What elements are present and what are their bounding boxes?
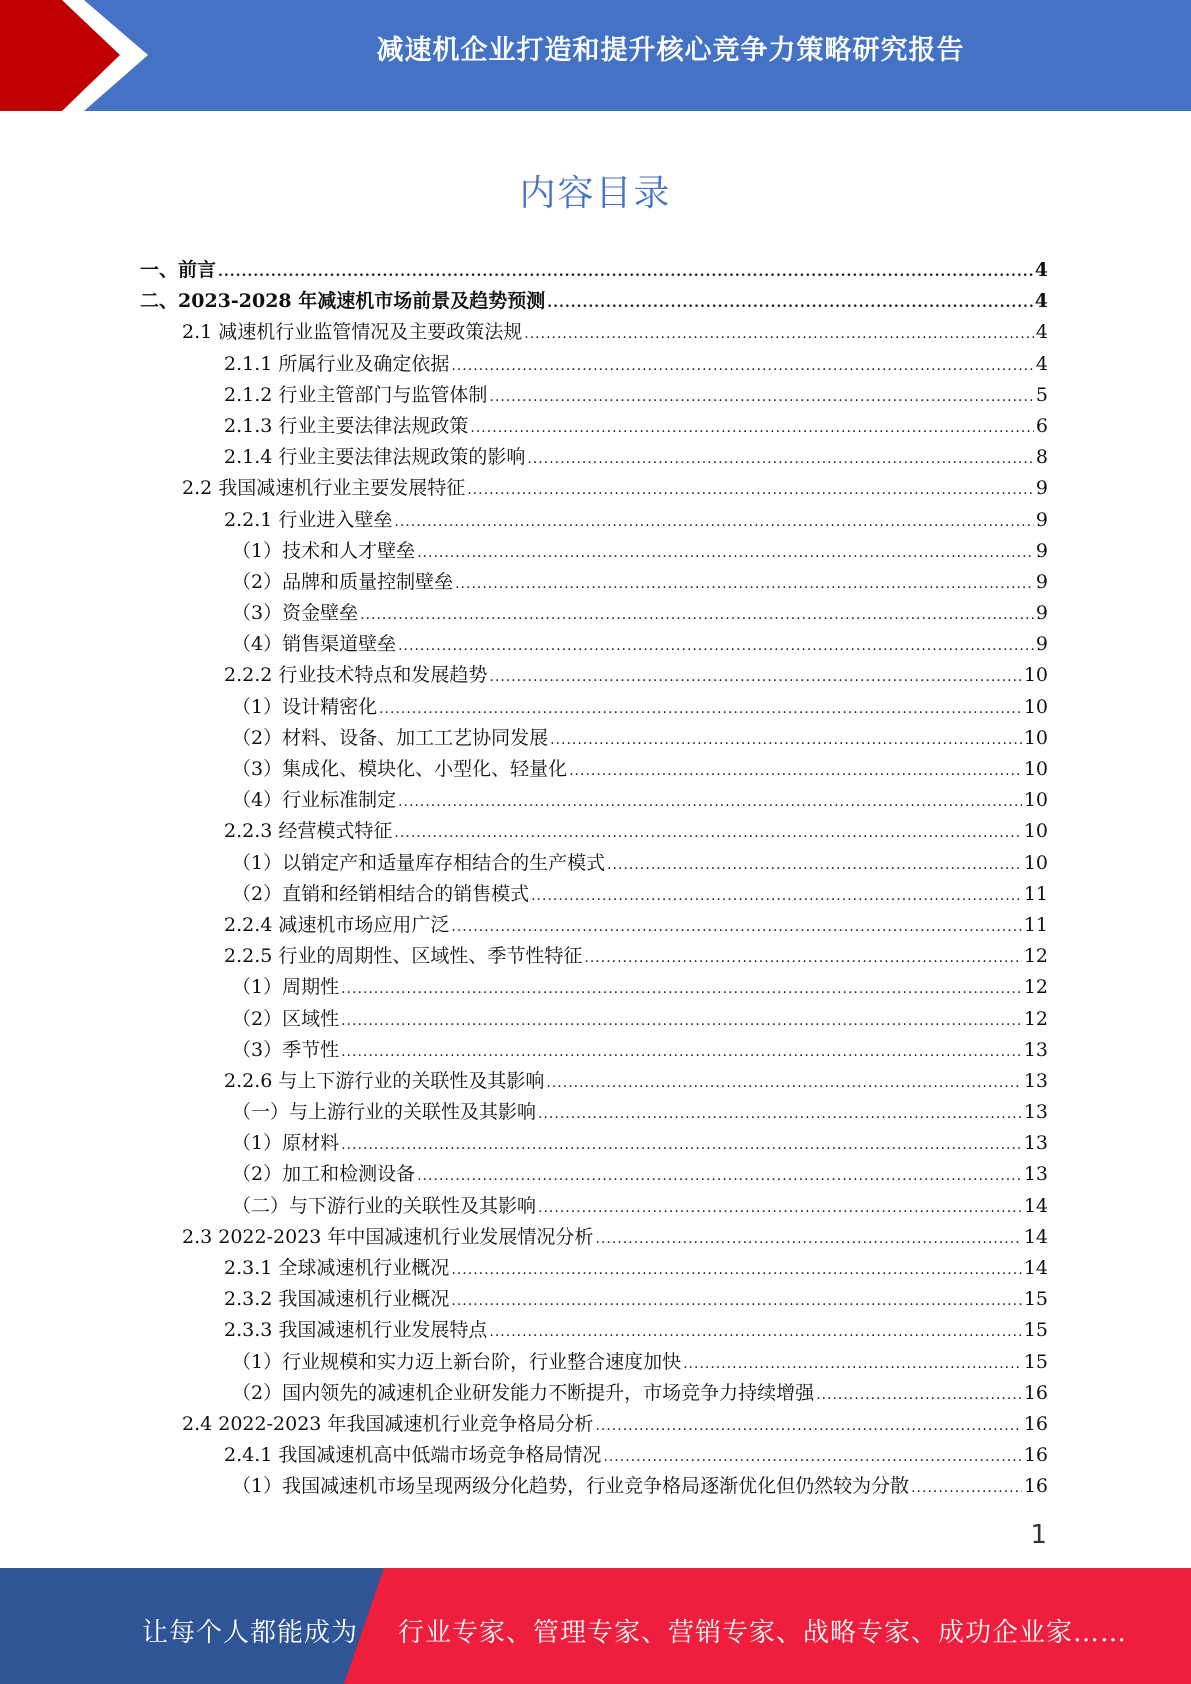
toc-entry[interactable] [140, 692, 1048, 723]
toc-dot-leader [451, 1255, 1021, 1286]
toc-entry[interactable] [140, 1004, 1048, 1035]
toc-dot-leader [341, 1130, 1022, 1161]
toc-entry-page: 10 [1023, 851, 1048, 874]
toc-entry[interactable] [140, 1253, 1048, 1284]
toc-entry-title: 2.2.4 减速机市场应用广泛 [224, 913, 450, 936]
toc-dot-leader [394, 507, 1034, 538]
toc-entry-page: 11 [1023, 913, 1048, 936]
toc-heading: 内容目录 [519, 173, 672, 214]
toc-entry-title: （一）与上游行业的关联性及其影响 [232, 1101, 537, 1124]
toc-entry-title: （2）品牌和质量控制壁垒 [232, 570, 454, 593]
toc-dot-leader [547, 288, 1033, 319]
toc-entry-title: （4）行业标准制定 [232, 789, 397, 812]
toc-entry-page: 14 [1023, 1257, 1048, 1279]
toc-entry[interactable] [140, 255, 1048, 286]
toc-entry[interactable] [140, 380, 1048, 411]
toc-entry-title: 2.4.1 我国减速机高中低端市场竞争格局情况 [224, 1444, 602, 1467]
footer-slogan-left: 让每个人都能成为 [142, 1618, 359, 1648]
toc-entry-title: 2.1.2 行业主管部门与监管体制 [224, 383, 488, 406]
toc-dot-leader [417, 538, 1034, 569]
toc-entry[interactable] [140, 1315, 1048, 1346]
toc-dot-leader [683, 1349, 1022, 1380]
toc-entry[interactable] [140, 972, 1048, 1003]
toc-entry-page: 4 [1034, 290, 1048, 313]
toc-entry[interactable] [140, 1378, 1048, 1409]
toc-entry-page: 15 [1023, 1350, 1048, 1373]
toc-entry-title: （1）设计精密化 [232, 695, 378, 718]
toc-entry[interactable] [140, 629, 1048, 660]
toc-dot-leader [467, 475, 1034, 506]
toc-entry-title: （二）与下游行业的关联性及其影响 [232, 1194, 537, 1217]
toc-dot-leader [451, 1286, 1021, 1317]
toc-dot-leader [527, 444, 1034, 475]
toc-entry[interactable] [140, 1191, 1048, 1222]
document-header-title: 减速机企业打造和提升核心竞争力策略研究报告 [376, 35, 965, 66]
toc-dot-leader [341, 974, 1022, 1005]
toc-entry-title: 2.2 我国减速机行业主要发展特征 [182, 477, 466, 500]
toc-entry-title: （3）集成化、模块化、小型化、轻量化 [232, 758, 568, 780]
toc-entry-page: 14 [1023, 1225, 1048, 1248]
toc-entry-title: （3）资金壁垒 [232, 602, 359, 625]
toc-entry[interactable] [140, 785, 1048, 816]
toc-entry[interactable] [140, 879, 1048, 910]
toc-dot-leader [341, 1037, 1022, 1068]
toc-dot-leader [379, 694, 1022, 725]
toc-entry-title: （2）材料、设备、加工工艺协同发展 [232, 726, 549, 749]
toc-entry-page: 14 [1023, 1194, 1048, 1217]
toc-entry[interactable] [140, 442, 1048, 473]
toc-entry-page: 8 [1035, 446, 1048, 469]
toc-dot-leader [584, 943, 1021, 974]
toc-entry[interactable] [140, 910, 1048, 941]
toc-entry-title: 2.2.1 行业进入壁垒 [224, 508, 393, 531]
toc-entry[interactable] [140, 473, 1048, 504]
page-number: 1 [1030, 1520, 1047, 1550]
toc-entry-page: 12 [1023, 976, 1048, 999]
toc-entry-page: 6 [1035, 414, 1048, 437]
toc-entry-title: 2.2.3 经营模式特征 [224, 820, 393, 843]
page-footer [0, 1568, 1191, 1684]
toc-entry[interactable] [140, 1066, 1048, 1097]
toc-entry-page: 4 [1035, 321, 1048, 344]
page-header [0, 0, 1191, 111]
toc-entry-title: 一、前言 [140, 259, 217, 281]
toc-entry[interactable] [140, 1097, 1048, 1128]
toc-dot-leader [603, 1442, 1021, 1473]
toc-entry-page: 16 [1023, 1475, 1048, 1498]
toc-entry-page: 16 [1023, 1444, 1048, 1467]
toc-dot-leader [489, 382, 1034, 413]
toc-entry[interactable] [140, 1471, 1048, 1502]
toc-entry[interactable] [140, 1409, 1048, 1440]
toc-entry-page: 10 [1023, 695, 1048, 718]
toc-entry-title: 二、2023-2028 年减速机市场前景及趋势预测 [140, 290, 546, 313]
toc-dot-leader [489, 662, 1021, 693]
toc-entry-title: 2.2.6 与上下游行业的关联性及其影响 [224, 1069, 545, 1092]
toc-entry-title: 2.3.1 全球减速机行业概况 [224, 1257, 450, 1279]
toc-entry-title: （1）周期性 [232, 976, 340, 999]
toc-entry-title: （1）原材料 [232, 1132, 340, 1155]
toc-entry-page: 16 [1023, 1412, 1048, 1435]
toc-entry-page: 13 [1023, 1101, 1048, 1124]
toc-dot-leader [538, 1193, 1022, 1224]
toc-entry[interactable] [140, 536, 1048, 567]
toc-entry[interactable] [140, 1222, 1048, 1253]
toc-dot-leader [816, 1380, 1022, 1411]
toc-entry-page: 10 [1023, 726, 1048, 749]
toc-dot-leader [451, 351, 1034, 382]
toc-entry-page: 12 [1023, 1007, 1048, 1030]
toc-entry-page: 9 [1035, 508, 1048, 531]
toc-entry-page: 9 [1035, 477, 1048, 500]
toc-entry-title: 2.3.3 我国减速机行业发展特点 [224, 1319, 488, 1342]
toc-entry[interactable] [140, 754, 1048, 785]
toc-entry-title: 2.1.4 行业主要法律法规政策的影响 [224, 446, 526, 469]
toc-dot-leader [218, 257, 1033, 288]
toc-entry-title: 2.3.2 我国减速机行业概况 [224, 1288, 450, 1311]
toc-dot-leader [470, 413, 1034, 444]
toc-entry[interactable] [140, 1035, 1048, 1066]
toc-entry-title: （1）行业规模和实力迈上新台阶，行业整合速度加快 [232, 1350, 682, 1373]
toc-entry-title: 2.3 2022-2023 年中国减速机行业发展情况分析 [182, 1225, 594, 1248]
toc-entry-title: （4）销售渠道壁垒 [232, 633, 397, 656]
toc-dot-leader [489, 1317, 1021, 1348]
toc-dot-leader [595, 1224, 1021, 1255]
toc-entry[interactable] [140, 1284, 1048, 1315]
toc-dot-leader [911, 1473, 1022, 1504]
toc-entry-title: （3）季节性 [232, 1038, 340, 1061]
toc-entry-page: 11 [1023, 882, 1048, 905]
toc-entry[interactable] [140, 411, 1048, 442]
toc-dot-leader [538, 1099, 1022, 1130]
toc-dot-leader [455, 569, 1034, 600]
toc-entry-title: （1）以销定产和适量库存相结合的生产模式 [232, 851, 606, 874]
toc-entry-title: （2）直销和经销相结合的销售模式 [232, 882, 530, 905]
toc-entry-title: 2.1 减速机行业监管情况及主要政策法规 [182, 321, 523, 344]
toc-entry[interactable] [140, 349, 1048, 380]
toc-dot-leader [607, 850, 1022, 881]
toc-dot-leader [394, 818, 1021, 849]
footer-slogan-right: 行业专家、管理专家、营销专家、战略专家、成功企业家…… [398, 1618, 1128, 1648]
toc-dot-leader [417, 1161, 1022, 1192]
toc-entry-title: （2）区域性 [232, 1007, 340, 1030]
toc-entry-page: 13 [1023, 1132, 1048, 1155]
toc-dot-leader [569, 756, 1022, 787]
toc-dot-leader [398, 787, 1022, 818]
toc-entry-title: 2.1.3 行业主要法律法规政策 [224, 414, 469, 437]
toc-entry[interactable] [140, 660, 1048, 691]
toc-entry-page: 16 [1023, 1381, 1048, 1404]
toc-dot-leader [595, 1411, 1021, 1442]
toc-entry-title: （2）国内领先的减速机企业研发能力不断提升，市场竞争力持续增强 [232, 1381, 815, 1404]
toc-entry[interactable] [140, 941, 1048, 972]
toc-entry[interactable] [140, 816, 1048, 847]
toc-entry[interactable] [140, 317, 1048, 348]
toc-entry-page: 13 [1023, 1069, 1048, 1092]
toc-entry-page: 10 [1023, 820, 1048, 843]
toc-entry-page: 4 [1035, 352, 1048, 375]
toc-entry-page: 5 [1035, 383, 1048, 406]
toc-entry[interactable] [140, 567, 1048, 598]
toc-entry[interactable] [140, 1159, 1048, 1190]
toc-entry-page: 9 [1035, 633, 1048, 656]
toc-entry[interactable] [140, 848, 1048, 879]
toc-entry-page: 12 [1023, 945, 1048, 968]
toc-entry-title: 2.2.2 行业技术特点和发展趋势 [224, 664, 488, 687]
toc-entry[interactable] [140, 505, 1048, 536]
toc-entry-page: 10 [1023, 789, 1048, 812]
toc-entry-page: 15 [1023, 1319, 1048, 1342]
toc-entry-page: 4 [1034, 259, 1048, 281]
toc-entry[interactable] [140, 723, 1048, 754]
toc-entry-page: 13 [1023, 1163, 1048, 1186]
toc-entry[interactable] [140, 286, 1048, 317]
table-of-contents [140, 255, 1048, 1503]
toc-entry-page: 9 [1035, 602, 1048, 625]
toc-dot-leader [451, 912, 1021, 943]
toc-entry-page: 15 [1023, 1288, 1048, 1311]
toc-entry[interactable] [140, 598, 1048, 629]
toc-dot-leader [398, 631, 1034, 662]
toc-entry-page: 10 [1023, 664, 1048, 687]
toc-entry-title: 2.2.5 行业的周期性、区域性、季节性特征 [224, 945, 583, 968]
toc-dot-leader [524, 319, 1034, 350]
toc-dot-leader [341, 1006, 1022, 1037]
toc-entry-page: 13 [1023, 1038, 1048, 1061]
toc-entry[interactable] [140, 1128, 1048, 1159]
toc-entry-title: （1）我国减速机市场呈现两级分化趋势，行业竞争格局逐渐优化但仍然较为分散 [232, 1475, 910, 1498]
toc-entry-page: 10 [1023, 758, 1048, 780]
toc-entry-title: 2.1.1 所属行业及确定依据 [224, 352, 450, 375]
toc-entry[interactable] [140, 1347, 1048, 1378]
toc-entry-title: 2.4 2022-2023 年我国减速机行业竞争格局分析 [182, 1412, 594, 1435]
toc-entry-page: 9 [1035, 570, 1048, 593]
toc-dot-leader [546, 1068, 1021, 1099]
toc-entry[interactable] [140, 1440, 1048, 1471]
toc-dot-leader [550, 725, 1022, 756]
toc-dot-leader [360, 600, 1034, 631]
toc-dot-leader [531, 881, 1022, 912]
toc-entry-title: （1）技术和人才壁垒 [232, 539, 416, 562]
toc-entry-page: 9 [1035, 539, 1048, 562]
toc-entry-title: （2）加工和检测设备 [232, 1163, 416, 1186]
